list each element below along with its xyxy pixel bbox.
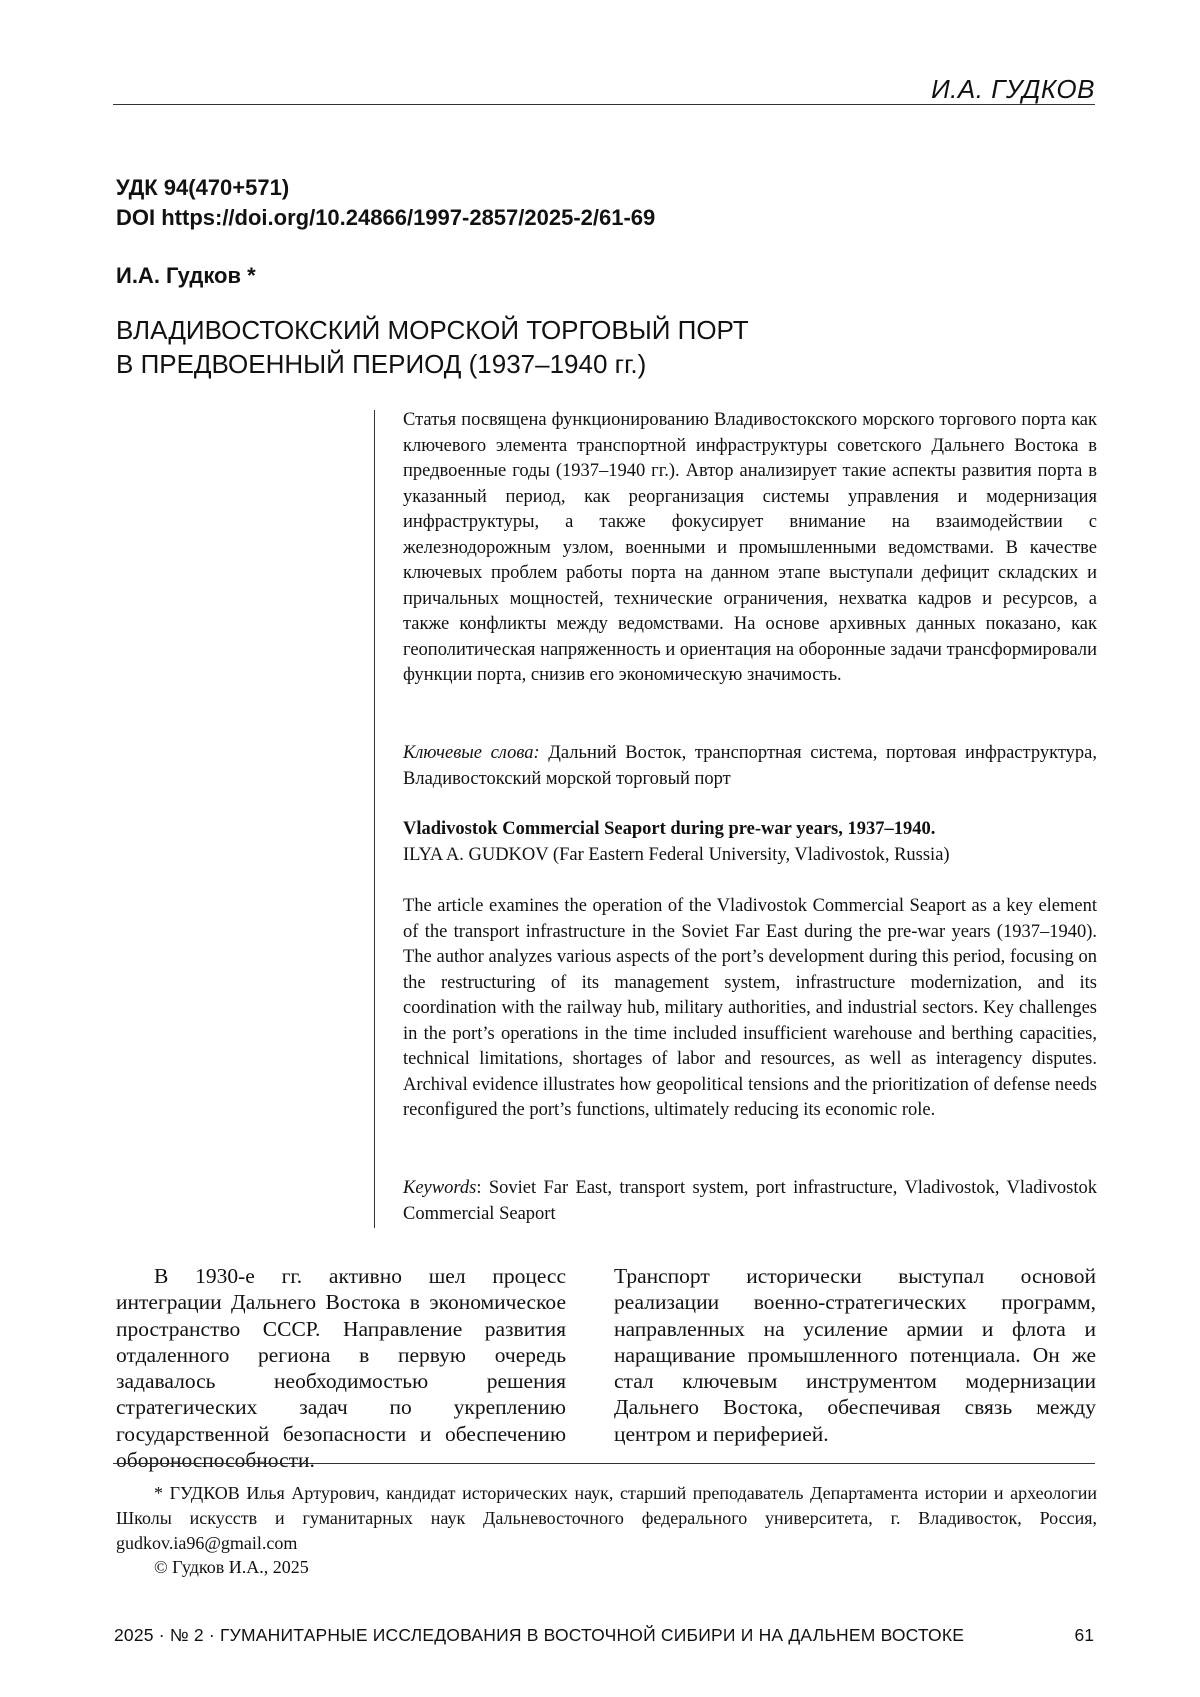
footer-journal-info: 2025 · № 2 · ГУМАНИТАРНЫЕ ИССЛЕДОВАНИЯ В ВОСТОЧНОЙ СИБИРИ И НА ДАЛЬНЕМ ВОСТОКЕ: [114, 1625, 965, 1645]
abstract-side-rule: [374, 410, 375, 1228]
keywords-english-text: : Soviet Far East, transport system, port infrastructure, Vladivostok, Vladivostok Commercial Seaport: [403, 1178, 1097, 1224]
keywords-russian: [403, 741, 1097, 792]
article-title: [116, 313, 1016, 381]
english-title: Vladivostok Commercial Seaport during pre-war years, 1937–1940.: [403, 819, 936, 839]
keywords-russian-label: Ключевые слова:: [403, 743, 540, 763]
article-title-line-1: ВЛАДИВОСТОКСКИЙ МОРСКОЙ ТОРГОВЫЙ ПОРТ: [116, 315, 749, 345]
english-affiliation: ILYA A. GUDKOV (Far Eastern Federal University, Vladivostok, Russia): [403, 845, 950, 865]
body-text-left-column: В 1930-е гг. активно шел процесс интеграции Дальнего Востока в экономическое пространство СССР. Направление развития отдаленного региона в первую очередь задавалось необходимостью решения стратегических задач по укреплению государственной безопасности и обеспечению обороноспособности.: [116, 1264, 566, 1473]
keywords-english: [403, 1176, 1097, 1227]
copyright-notice: © Гудков И.А., 2025: [154, 1557, 309, 1577]
footnote-divider: [113, 1463, 1095, 1464]
keywords-russian-text: Дальний Восток, транспортная система, портовая инфраструктура, Владивостокский морской торговый порт: [403, 743, 1097, 789]
article-title-line-2: В ПРЕДВОЕННЫЙ ПЕРИОД (1937–1940 гг.): [116, 349, 647, 379]
doi-link[interactable]: DOI https://doi.org/10.24866/1997-2857/2025-2/61-69: [116, 205, 656, 230]
author-footnote: * ГУДКОВ Илья Артурович, кандидат исторических наук, старший преподаватель Департамента истории и археологии Школы искусств и гуманитарных наук Дальневосточного федерального университета, г. Владивосток, Россия, gudkov.ia96@gmail.com: [116, 1483, 1097, 1553]
header-divider: [113, 104, 1095, 105]
page-number: 61: [1074, 1625, 1094, 1645]
body-text-right-column: Транспорт исторически выступал основой реализации военно-стратегических программ, направленных на усиление армии и флота и наращивание промышленного потенциала. Он же стал ключевым инструментом модернизации Дальнего Востока, обеспечивая связь между центром и периферией.: [614, 1264, 1096, 1446]
udc-code: УДК 94(470+571): [116, 175, 290, 200]
abstract-english: The article examines the operation of the Vladivostok Commercial Seaport as a key element of the transport infrastructure in the Soviet Far East during the pre-war years (1937–1940). The author analyzes various aspects of the port’s development during this period, focusing on the restructuring of its management system, infrastructure modernization, and its coordination with the railway hub, military authorities, and industrial sectors. Key challenges in the port’s operations in the time included insufficient warehouse and berthing capacities, technical limitations, shortages of labor and resources, as well as interagency disputes. Archival evidence illustrates how geopolitical tensions and the prioritization of defense needs reconfigured the port’s functions, ultimately reducing its economic role.: [403, 896, 1097, 1120]
abstract-russian: Статья посвящена функционированию Владивостокского морского торгового порта как ключевого элемента транспортной инфраструктуры советского Дальнего Востока в предвоенные годы (1937–1940 гг.). Автор анализирует такие аспекты развития порта в указанный период, как реорганизация системы управления и модернизация инфраструктуры, а также фокусирует внимание на взаимодействии с железнодорожным узлом, военными и промышленными ведомствами. В качестве ключевых проблем работы порта на данном этапе выступали дефицит складских и причальных мощностей, технические ограничения, нехватка кадров и ресурсов, а также конфликты между ведомствами. На основе архивных данных показано, как геополитическая напряженность и ориентация на оборонные задачи трансформировали функции порта, снизив его экономическую значимость.: [403, 410, 1097, 685]
keywords-english-label: Keywords: [403, 1178, 477, 1198]
author-name: И.А. Гудков *: [116, 263, 256, 288]
running-header-author: И.А. ГУДКОВ: [931, 74, 1095, 104]
